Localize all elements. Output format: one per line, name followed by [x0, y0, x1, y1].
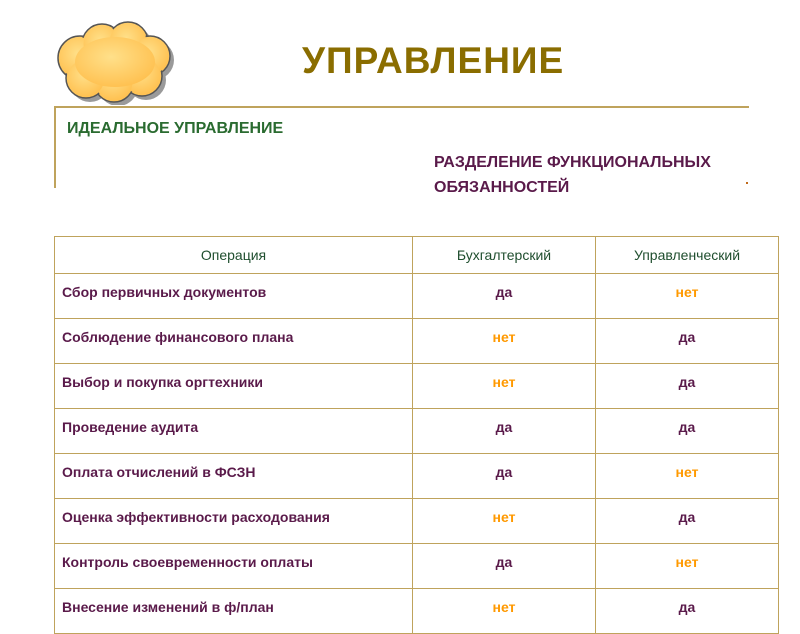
- separation-line-2: ОБЯЗАННОСТЕЙ: [434, 179, 570, 196]
- table-row: [55, 319, 779, 364]
- separation-line-1: РАЗДЕЛЕНИЕ ФУНКЦИОНАЛЬНЫХ: [434, 154, 711, 171]
- table-row: [55, 409, 779, 454]
- accounting-value: нет: [413, 589, 596, 634]
- operation-name: Выбор и покупка оргтехники: [55, 364, 413, 409]
- accounting-value: нет: [413, 319, 596, 364]
- horizontal-rule: [54, 106, 749, 108]
- operation-name: Проведение аудита: [55, 409, 413, 454]
- accounting-value: да: [413, 544, 596, 589]
- accounting-value: да: [413, 409, 596, 454]
- management-value: нет: [596, 274, 779, 319]
- accounting-value: нет: [413, 499, 596, 544]
- table-row: [55, 589, 779, 634]
- table-row: [55, 274, 779, 319]
- header-operation: Операция: [55, 237, 413, 274]
- table-row: [55, 499, 779, 544]
- operation-name: Оценка эффективности расходования: [55, 499, 413, 544]
- management-value: да: [596, 589, 779, 634]
- management-value: да: [596, 499, 779, 544]
- table-row: [55, 454, 779, 499]
- header-management: Управленческий: [596, 237, 779, 274]
- header-accounting: Бухгалтерский: [413, 237, 596, 274]
- management-value: да: [596, 364, 779, 409]
- operations-table: [54, 236, 779, 634]
- operation-name: Внесение изменений в ф/план: [55, 589, 413, 634]
- operation-name: Оплата отчислений в ФСЗН: [55, 454, 413, 499]
- vertical-rule: [54, 106, 56, 188]
- operation-name: Сбор первичных документов: [55, 274, 413, 319]
- table-header-row: [55, 237, 779, 274]
- management-value: да: [596, 319, 779, 364]
- table-row: [55, 544, 779, 589]
- accounting-value: да: [413, 454, 596, 499]
- management-value: нет: [596, 454, 779, 499]
- accounting-value: нет: [413, 364, 596, 409]
- accounting-value: да: [413, 274, 596, 319]
- separation-heading: [434, 150, 711, 200]
- cloud-shape: [50, 20, 180, 105]
- decor-dot: [746, 182, 748, 184]
- operation-name: Контроль своевременности оплаты: [55, 544, 413, 589]
- table-row: [55, 364, 779, 409]
- operation-name: Соблюдение финансового плана: [55, 319, 413, 364]
- subtitle: ИДЕАЛЬНОЕ УПРАВЛЕНИЕ: [67, 120, 284, 137]
- management-value: нет: [596, 544, 779, 589]
- page-title: УПРАВЛЕНИЕ: [302, 40, 565, 81]
- management-value: да: [596, 409, 779, 454]
